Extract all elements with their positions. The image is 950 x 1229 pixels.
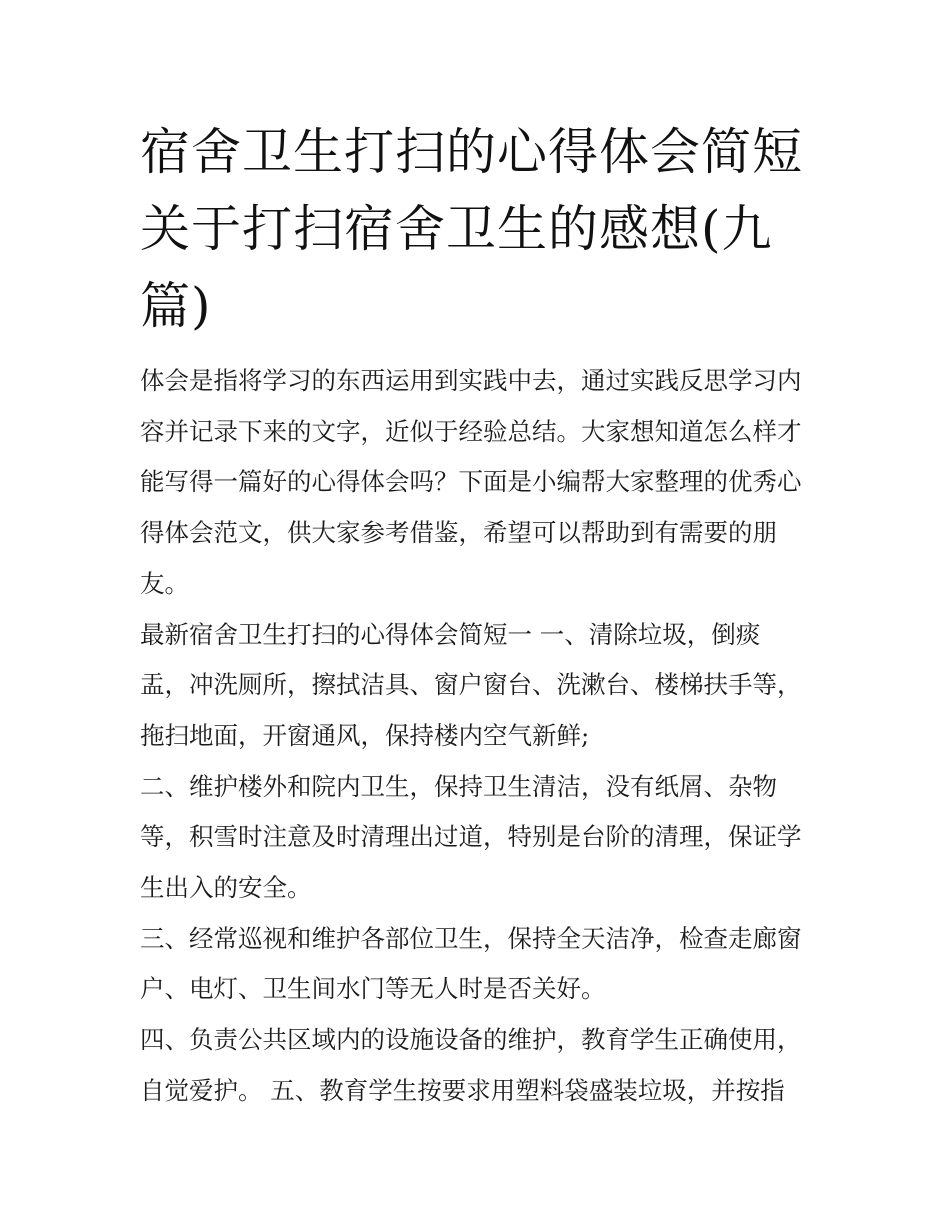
document-title xyxy=(140,114,820,345)
text-line: 友。 xyxy=(140,568,189,598)
text-line: 四、负责公共区域内的设施设备的维护，教育学生正确使用， xyxy=(140,1025,802,1055)
body-paragraph xyxy=(140,762,820,914)
title-line: 篇) xyxy=(140,277,212,335)
title-line: 宿舍卫生打扫的心得体会简短 xyxy=(140,123,803,181)
intro-paragraph xyxy=(140,356,820,610)
text-line: 三、经常巡视和维护各部位卫生，保持全天洁净，检查走廊窗 xyxy=(140,923,802,953)
body-paragraph xyxy=(140,610,820,762)
text-line: 自觉爱护。 五、教育学生按要求用塑料袋盛装垃圾，并按指 xyxy=(140,1075,785,1105)
text-line: 体会是指将学习的东西运用到实践中去，通过实践反思学习内 xyxy=(140,366,802,395)
body-paragraph xyxy=(140,1015,820,1116)
document-body xyxy=(140,356,820,1117)
text-line: 生出入的安全。 xyxy=(140,873,312,903)
text-line: 能写得一篇好的心得体会吗？下面是小编帮大家整理的优秀心 xyxy=(140,467,802,497)
text-line: 容并记录下来的文字，近似于经验总结。大家想知道怎么样才 xyxy=(140,416,802,446)
text-line: 盂，冲洗厕所，擦拭洁具、窗户窗台、洗漱台、楼梯扶手等， xyxy=(140,670,802,700)
text-line: 户、电灯、卫生间水门等无人时是否关好。 xyxy=(140,974,606,1004)
title-line: 关于打扫宿舍卫生的感想(九 xyxy=(140,200,773,258)
text-line: 拖扫地面，开窗通风，保持楼内空气新鲜; xyxy=(140,720,590,750)
text-line: 最新宿舍卫生打扫的心得体会简短一 一、清除垃圾，倒痰 xyxy=(140,619,761,649)
text-line: 得体会范文，供大家参考借鉴，希望可以帮助到有需要的朋 xyxy=(140,518,777,548)
text-line: 二、维护楼外和院内卫生，保持卫生清洁，没有纸屑、杂物 xyxy=(140,771,777,801)
text-line: 等，积雪时注意及时清理出过道，特别是台阶的清理，保证学 xyxy=(140,822,802,852)
body-paragraph xyxy=(140,914,820,1015)
